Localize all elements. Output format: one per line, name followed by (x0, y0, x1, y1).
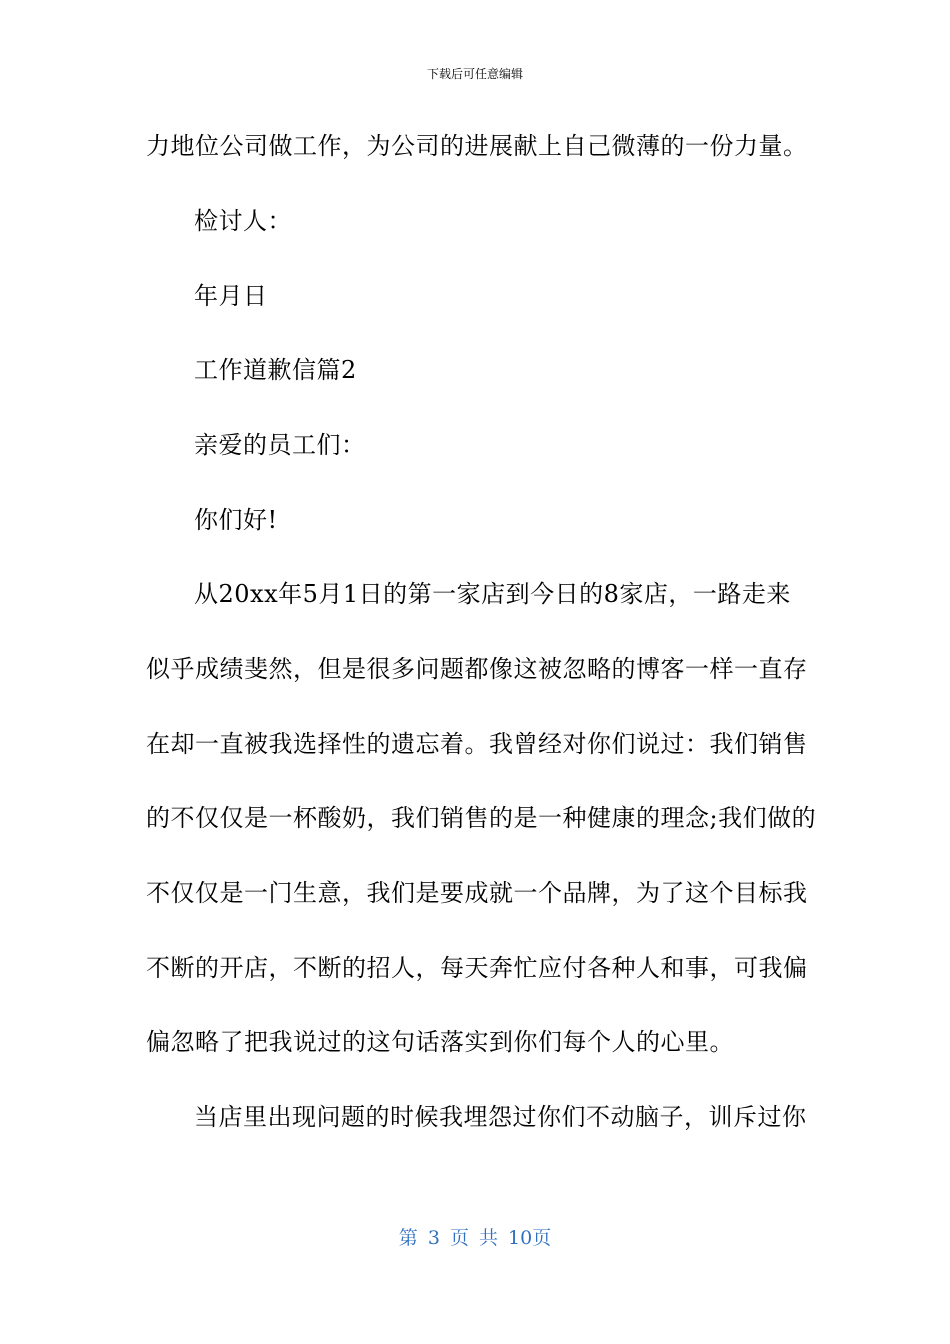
salutation: 亲爱的员工们： (194, 431, 366, 459)
body-line-14: 当店里出现问题的时候我埋怨过你们不动脑子，训斥过你 (194, 1103, 807, 1131)
greeting: 你们好! (194, 506, 278, 534)
body-line-7: 从20xx年5月1日的第一家店到今日的8家店，一路走来 (194, 580, 791, 608)
body-line-11: 不仅仅是一门生意，我们是要成就一个品牌，为了这个目标我 (146, 879, 808, 907)
body-line-1: 力地位公司做工作，为公司的进展献上自己微薄的一份力量。 (146, 132, 808, 160)
body-line-8: 似乎成绩斐然，但是很多问题都像这被忽略的博客一样一直存 (146, 655, 808, 683)
body-line-13: 偏忽略了把我说过的这句话落实到你们每个人的心里。 (146, 1028, 734, 1056)
section-title: 工作道歉信篇2 (194, 356, 357, 384)
page-header: 下载后可任意编辑 (426, 67, 523, 81)
body-line-10: 的不仅仅是一杯酸奶，我们销售的是一种健康的理念;我们做的 (146, 804, 817, 832)
body-line-2: 检讨人： (194, 207, 292, 235)
page-footer: 第 3 页 共 10页 (398, 1227, 552, 1249)
body-line-9: 在却一直被我选择性的遗忘着。我曾经对你们说过：我们销售 (146, 730, 808, 758)
body-line-12: 不断的开店，不断的招人，每天奔忙应付各种人和事，可我偏 (146, 954, 808, 982)
body-line-3: 年月日 (194, 282, 268, 310)
